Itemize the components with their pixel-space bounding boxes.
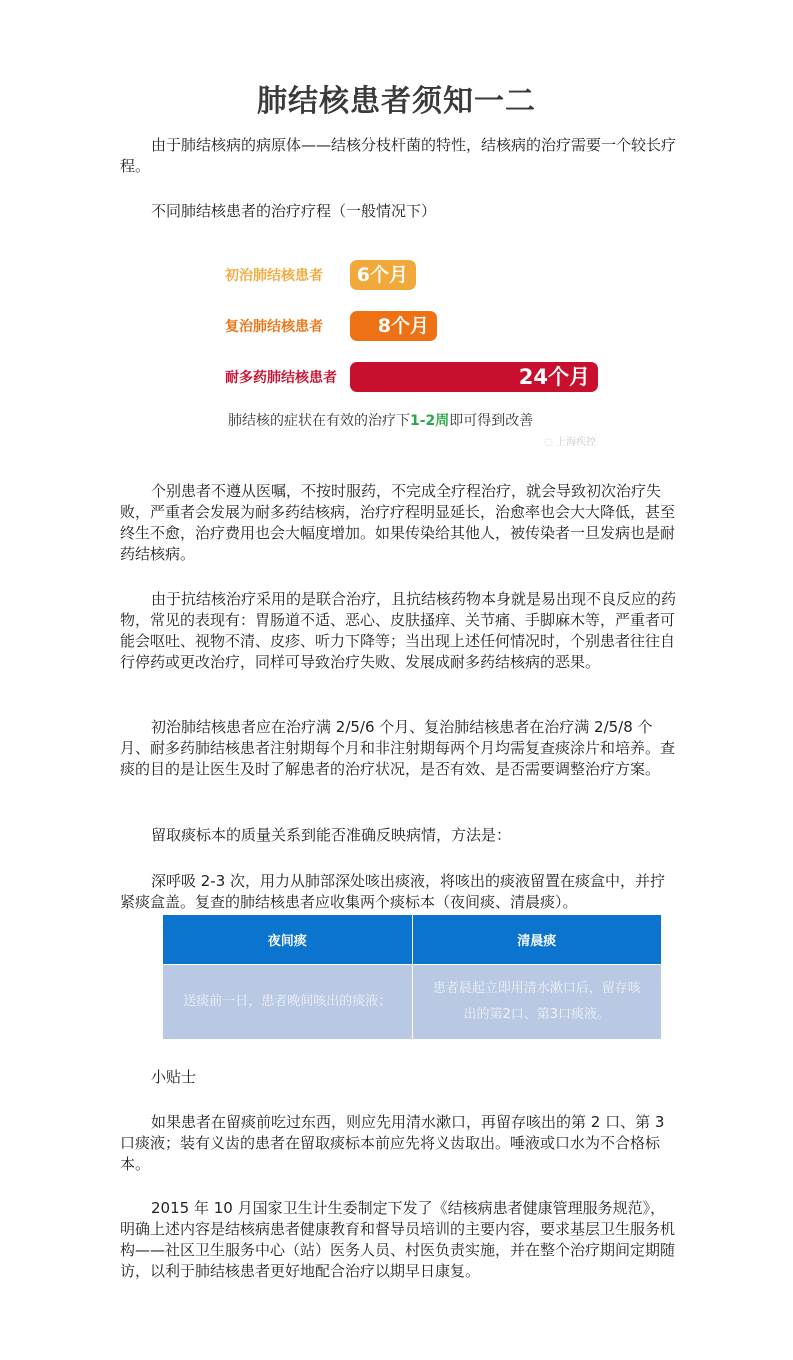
tips-heading: 小贴士 <box>151 1068 197 1086</box>
chart-row-label: 初治肺结核患者 <box>225 268 323 284</box>
paragraph-noncompliance: 个别患者不遵从医嘱，不按时服药，不完成全疗程治疗，就会导致初次治疗失败，严重者会发展为耐多药结核病，治疗疗程明显延长，治愈率也会大大降低，甚至终生不愈，治疗费用也会大幅度增加。如果传染给其他人，被传染者一旦发病也是耐药结核病。 <box>120 482 676 563</box>
table-cell-night: 送痰前一日，患者晚间咳出的痰液； <box>163 965 412 1040</box>
wechat-icon: ◌ <box>544 437 556 448</box>
chart-note <box>228 410 533 430</box>
paragraph-side-effects: 由于抗结核治疗采用的是联合治疗，且抗结核药物本身就是易出现不良反应的药物，常见的表现有：胃肠道不适、恶心、皮肤搔痒、关节痛、手脚麻木等，严重者可能会呕吐、视物不清、皮疹、听力下降等；当出现上述任何情况时，个别患者往往自行停药或更改治疗，同样可导致治疗失败、发展成耐多药结核病的恶果。 <box>120 590 677 671</box>
chart-row-label: 耐多药肺结核患者 <box>225 370 337 386</box>
chart-bar: 24个月 <box>350 362 598 392</box>
chart-note-prefix: 肺结核的症状在有效的治疗下 <box>228 413 410 429</box>
table-header-morning: 清晨痰 <box>412 915 661 965</box>
table-row <box>163 965 661 1040</box>
watermark <box>544 433 596 448</box>
sputum-table <box>163 915 661 1039</box>
chart-note-highlight: 1-2周 <box>410 413 450 429</box>
paragraph-chart-caption: 不同肺结核患者的治疗疗程（一般情况下） <box>151 202 437 220</box>
chart-row-initial <box>220 260 610 290</box>
chart-row-mdr <box>220 362 610 392</box>
chart-row-retreatment <box>220 311 610 341</box>
chart-bar: 6个月 <box>350 260 416 290</box>
paragraph-tips: 如果患者在留痰前吃过东西，则应先用清水漱口，再留存咳出的第 2 口、第 3 口痰液；装有义齿的患者在留取痰标本前应先将义齿取出。唾液或口水为不合格标本。 <box>120 1113 665 1173</box>
paragraph-sputum-method: 深呼吸 2-3 次，用力从肺部深处咳出痰液，将咳出的痰液留置在痰盒中，并拧紧痰盒盖。复查的肺结核患者应收集两个痰标本（夜间痰、清晨痰）。 <box>120 872 666 911</box>
paragraph-sputum-quality: 留取痰标本的质量关系到能否准确反映病情，方法是： <box>151 826 512 844</box>
page-title: 肺结核患者须知一二 <box>257 84 536 119</box>
chart-row-label: 复治肺结核患者 <box>225 319 323 335</box>
treatment-duration-infographic <box>220 255 610 448</box>
paragraph-followup: 初治肺结核患者应在治疗满 2/5/6 个月、复治肺结核患者在治疗满 2/5/8 个月、耐多药肺结核患者注射期每个月和非注射期每两个月均需复查痰涂片和培养。查痰的目的是让医生及时了解患者的治疗状况，是否有效、是否需要调整治疗方案。 <box>120 718 676 778</box>
table-header-night: 夜间痰 <box>163 915 412 965</box>
chart-bar: 8个月 <box>350 311 437 341</box>
paragraph-regulation: 2015 年 10 月国家卫生计生委制定下发了《结核病患者健康管理服务规范》，明确上述内容是结核病患者健康教育和督导员培训的主要内容，要求基层卫生服务机构——社区卫生服务中心（站）医务人员、村医负责实施，并在整个治疗期间定期随访，以利于肺结核患者更好地配合治疗以期早日康复。 <box>120 1199 676 1280</box>
table-cell-morning: 患者晨起立即用清水漱口后，留存咳出的第2口、第3口痰液。 <box>412 965 661 1040</box>
table-header-row <box>163 915 661 965</box>
paragraph-intro: 由于肺结核病的病原体——结核分枝杆菌的特性，结核病的治疗需要一个较长疗程。 <box>120 136 677 175</box>
chart-note-suffix: 即可得到改善 <box>449 413 534 429</box>
watermark-text: 上海疾控 <box>556 437 596 448</box>
